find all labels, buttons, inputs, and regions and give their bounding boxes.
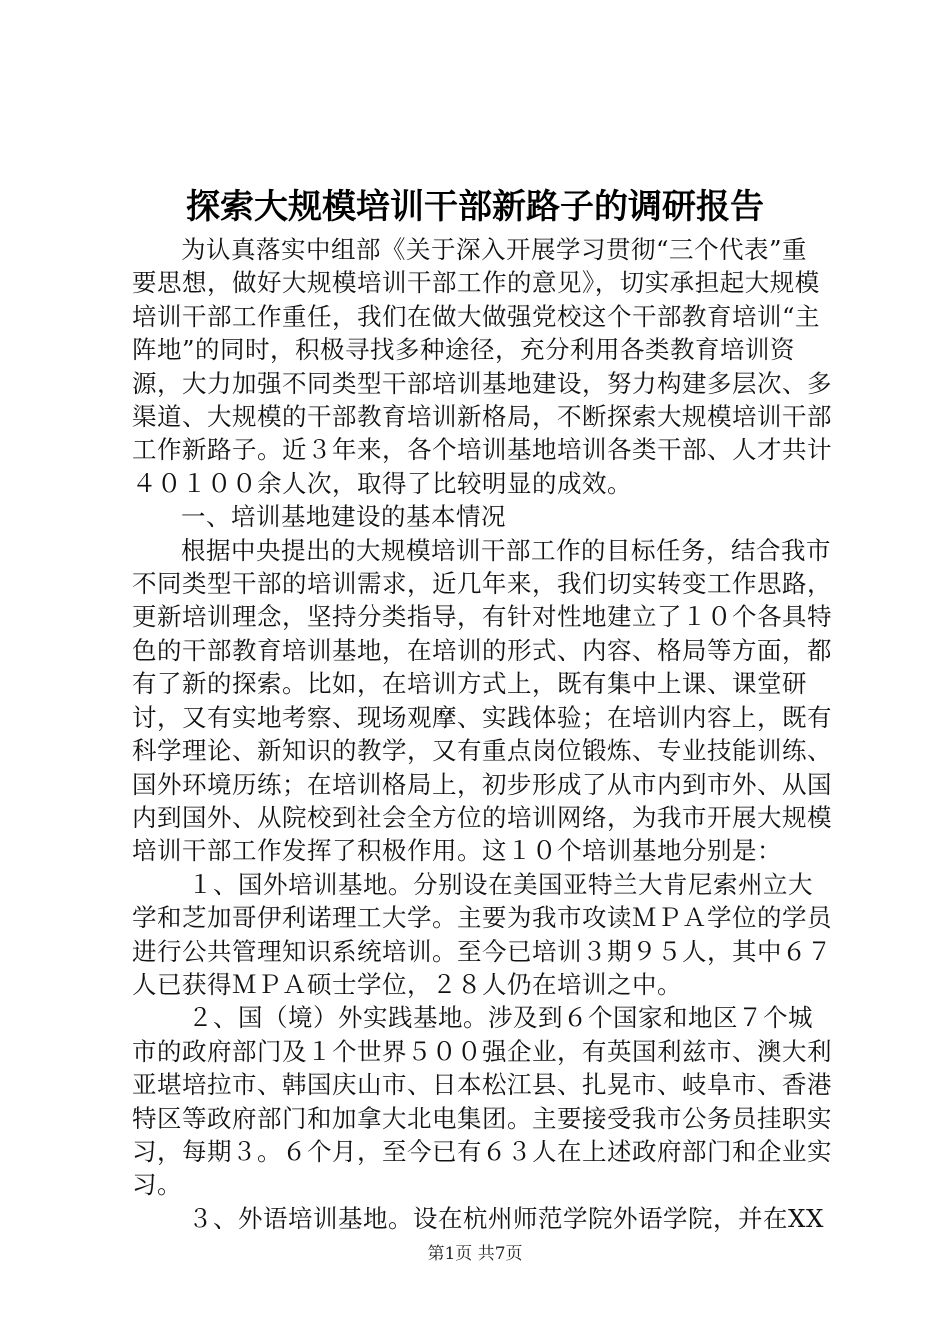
- paragraph-overview: 根据中央提出的大规模培训干部工作的目标任务，结合我市不同类型干部的培训需求，近几年来，我们切实转变工作思路，更新培训理念，坚持分类指导，有针对性地建立了１０个各具特色的干部教育培训基地，在培训的形式、内容、格局等方面，都有了新的探索。比如，在培训方式上，既有集中上课、课堂研讨，又有实地考察、现场观摩、实践体验；在培训内容上，既有科学理论、新知识的教学，又有重点岗位锻炼、专业技能训练、国外环境历练；在培训格局上，初步形成了从市内到市外、从国内到国外、从院校到社会全方位的培训网络，为我市开展大规模培训干部工作发挥了积极作用。这１０个培训基地分别是：: [132, 535, 832, 866]
- document-body: [132, 233, 832, 1235]
- section-heading: 一、培训基地建设的基本情况: [181, 502, 506, 532]
- list-item-2: ２、国（境）外实践基地。涉及到６个国家和地区７个城市的政府部门及１个世界５００强企业，有英国利兹市、澳大利亚堪培拉市、韩国庆山市、日本松江县、扎晃市、岐阜市、香港特区等政府部门和加拿大北电集团。主要接受我市公务员挂职实习，每期３。６个月，至今已有６３人在上述政府部门和企业实习。: [132, 1003, 832, 1200]
- page-footer: 第1页 共7页: [427, 1244, 523, 1264]
- list-item-3: ３、外语培训基地。设在杭州师范学院外语学院，并在XX: [188, 1203, 824, 1233]
- document-title: 探索大规模培训干部新路子的调研报告: [186, 187, 764, 227]
- list-item-1: １、国外培训基地。分别设在美国亚特兰大肯尼索州立大学和芝加哥伊利诺理工大学。主要为我市攻读ＭＰＡ学位的学员进行公共管理知识系统培训。至今已培训３期９５人，其中６７人已获得ＭＰＡ硕士学位，２８人仍在培训之中。: [132, 869, 832, 999]
- paragraph-intro: 为认真落实中组部《关于深入开展学习贯彻“三个代表”重要思想，做好大规模培训干部工作的意见》，切实承担起大规模培训干部工作重任，我们在做大做强党校这个干部教育培训“主阵地”的同时，积极寻找多种途径，充分利用各类教育培训资源，大力加强不同类型干部培训基地建设，努力构建多层次、多渠道、大规模的干部教育培训新格局，不断探索大规模培训干部工作新路子。近３年来，各个培训基地培训各类干部、人才共计４０１００余人次，取得了比较明显的成效。: [132, 235, 832, 498]
